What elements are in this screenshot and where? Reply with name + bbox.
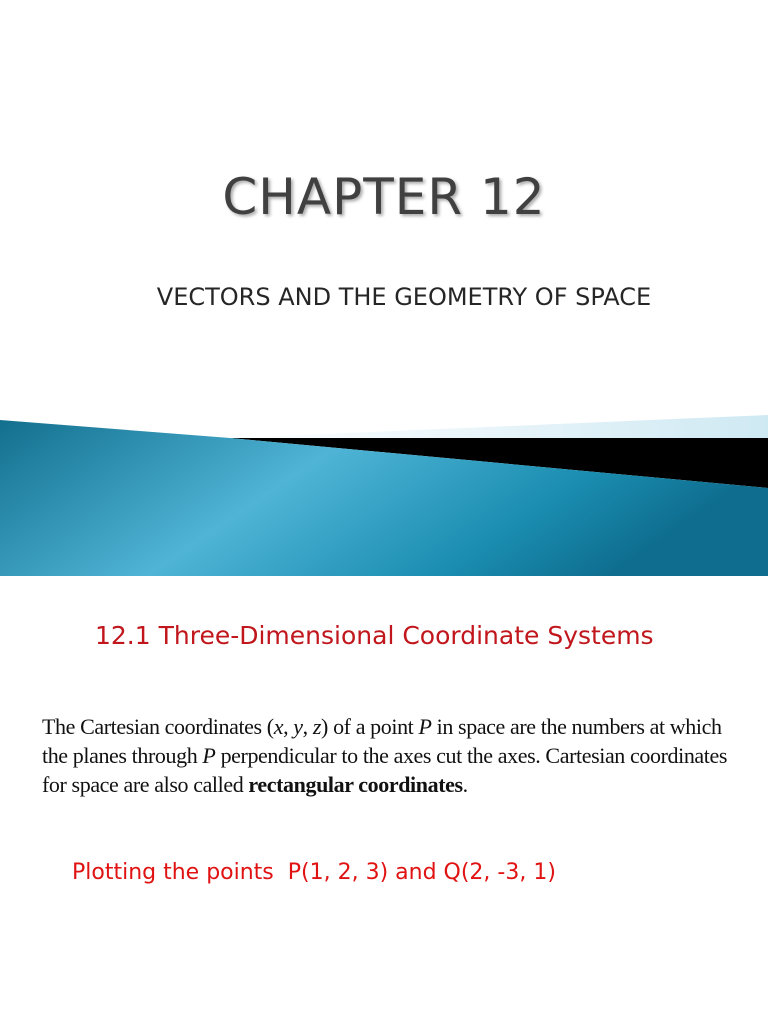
rectangular-coordinates-term: rectangular coordinates	[248, 772, 463, 797]
definition-paragraph: The Cartesian coordinates (x, y, z) of a point P in space are the numbers at which the planes through P perpendicular to the axes cut the axes. Cartesian coordinates for space are also called rectangular coordinates.	[42, 714, 728, 797]
slide-subtitle: VECTORS AND THE GEOMETRY OF SPACE	[156, 283, 652, 311]
section-heading: 12.1 Three-Dimensional Coordinate Systems	[95, 621, 654, 650]
slide-title: CHAPTER 12	[222, 168, 546, 226]
decorative-banner	[0, 410, 768, 580]
banner-light-streak	[230, 415, 768, 438]
plotting-points-text: Plotting the points P(1, 2, 3) and Q(2, -3, 1)	[72, 860, 556, 885]
